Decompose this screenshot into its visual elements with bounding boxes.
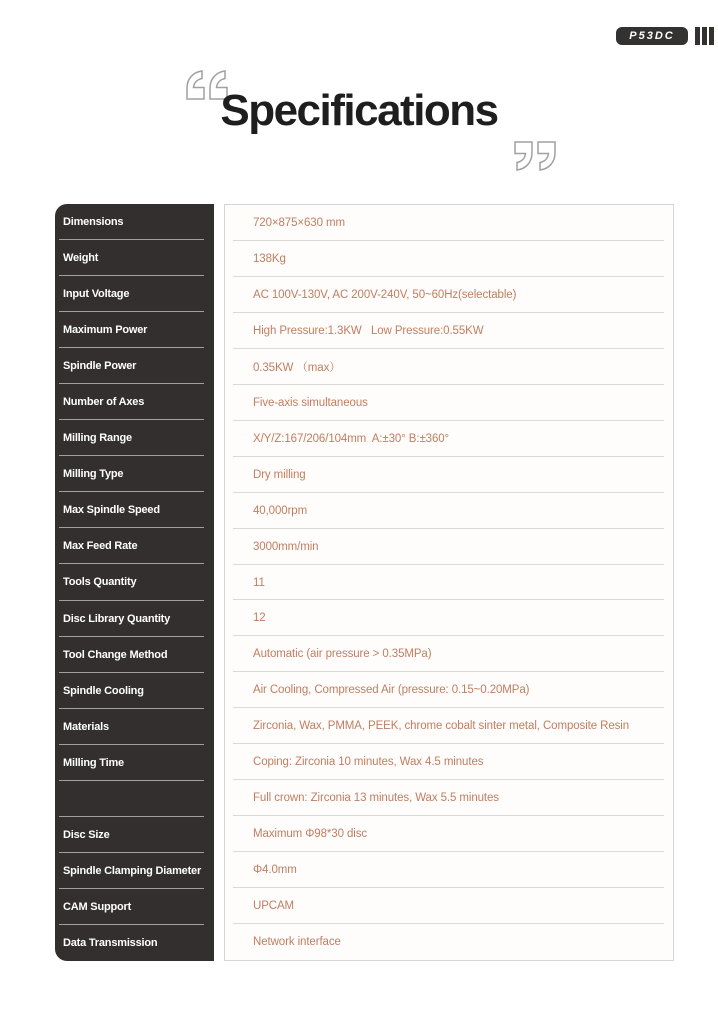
spec-value-row: Air Cooling, Compressed Air (pressure: 0.15~0.20MPa) xyxy=(225,672,673,708)
spec-label-row: Materials xyxy=(55,709,214,745)
spec-label-row: Maximum Power xyxy=(55,312,214,348)
spec-label-row: Input Voltage xyxy=(55,276,214,312)
title-section xyxy=(0,0,718,190)
spec-label-row: Milling Type xyxy=(55,456,214,492)
spec-label-row: Milling Range xyxy=(55,420,214,456)
spec-value-row: Coping: Zirconia 10 minutes, Wax 4.5 minutes xyxy=(225,744,673,780)
brand-logo-text: P53DC xyxy=(629,29,675,42)
spec-label-row: Tool Change Method xyxy=(55,637,214,673)
spec-label-row: Max Spindle Speed xyxy=(55,492,214,528)
spec-label-row: Weight xyxy=(55,240,214,276)
spec-label-row: Number of Axes xyxy=(55,384,214,420)
spec-value-row: Five-axis simultaneous xyxy=(225,385,673,421)
spec-value-column xyxy=(224,204,674,961)
page-title: Specifications xyxy=(220,86,498,135)
spec-label-row: Tools Quantity xyxy=(55,564,214,600)
spec-value-row: 0.35KW （max） xyxy=(225,349,673,385)
spec-value-row: 12 xyxy=(225,600,673,636)
spec-label-row: Disc Library Quantity xyxy=(55,601,214,637)
spec-label-row: Spindle Clamping Diameter xyxy=(55,853,214,889)
spec-label-row: CAM Support xyxy=(55,889,214,925)
spec-label-row: Disc Size xyxy=(55,817,214,853)
spec-value-row: Automatic (air pressure > 0.35MPa) xyxy=(225,636,673,672)
spec-value-row: 138Kg xyxy=(225,241,673,277)
spec-label-row: Spindle Cooling xyxy=(55,673,214,709)
spec-value-row: 11 xyxy=(225,565,673,601)
spec-label-row: Spindle Power xyxy=(55,348,214,384)
spec-value-row: Dry milling xyxy=(225,457,673,493)
spec-label-row: Max Feed Rate xyxy=(55,528,214,564)
spec-value-row: Network interface xyxy=(253,936,341,949)
spec-label-column xyxy=(55,204,214,961)
spec-value-row: Φ4.0mm xyxy=(225,852,673,888)
spec-value-row: AC 100V-130V, AC 200V-240V, 50~60Hz(selectable) xyxy=(225,277,673,313)
spec-value-row: 3000mm/min xyxy=(225,529,673,565)
spec-value-row: 720×875×630 mm xyxy=(225,205,673,241)
spec-value-row: Full crown: Zirconia 13 minutes, Wax 5.5 minutes xyxy=(225,780,673,816)
spec-value-row: Maximum Φ98*30 disc xyxy=(225,816,673,852)
spec-label-row xyxy=(55,781,214,817)
close-quote-icon xyxy=(514,141,560,172)
spec-label-row: Data Transmission xyxy=(63,936,158,949)
spec-value-row: 40,000rpm xyxy=(225,493,673,529)
spec-label-row: Milling Time xyxy=(55,745,214,781)
spec-label-row: Dimensions xyxy=(55,204,214,240)
spec-value-row: Zirconia, Wax, PMMA, PEEK, chrome cobalt sinter metal, Composite Resin xyxy=(225,708,673,744)
spec-value-row: X/Y/Z:167/206/104mm A:±30° B:±360° xyxy=(225,421,673,457)
spec-value-row: UPCAM xyxy=(225,888,673,924)
spec-value-row: High Pressure:1.3KW Low Pressure:0.55KW xyxy=(225,313,673,349)
